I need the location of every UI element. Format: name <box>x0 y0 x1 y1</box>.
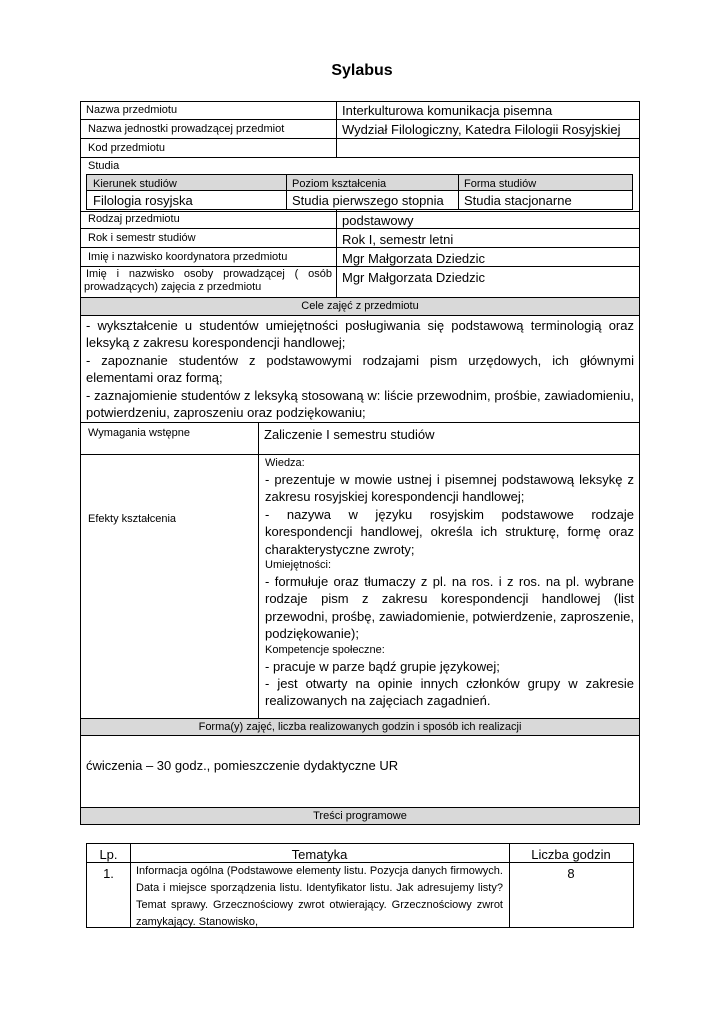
value-prowadzacy: Mgr Małgorzata Dziedzic <box>342 270 486 285</box>
efekty-umiejetnosci-label: Umiejętności: <box>265 559 332 572</box>
forma-heading: Forma(y) zajęć, liczba realizowanych godzin i sposób ich realizacji <box>81 719 639 736</box>
cele-item: - zaznajomienie studentów z leksyką stosowaną w: liście przewodnim, prośbie, zawiadomieniu, potwierdzeniu, zaproszeniu oraz podziękowaniu; <box>86 387 634 421</box>
cele-heading: Cele zajęć z przedmiotu <box>81 298 639 316</box>
tresci-row-tematyka: Informacja ogólna (Podstawowe elementy listu. Pozycja danych firmowych. Data i miejsce sporządzenia listu. Identyfikator listu. Jak adresujemy listy? Temat sprawy. Grzecznościowy zwrot otwierający. Grzecznościowy zwrot zamykający. Stanowisko, <box>136 865 503 928</box>
efekty-item: - formułuje oraz tłumaczy z pl. na ros. i z ros. na pl. wybrane rodzaje pism z zakresu korespondencji handlowej (list przewodni, prośbę, zawiadomienie, potwierdzenie, zaproszenie, podziękowanie); <box>265 574 634 642</box>
cele-item: - wykształcenie u studentów umiejętności posługiwania się podstawową terminologią oraz leksyką z zakresu korespondencji handlowej; <box>86 318 634 351</box>
label-nazwa-przedmiotu: Nazwa przedmiotu <box>86 104 178 116</box>
studia-header-poziom: Poziom kształcenia <box>292 178 387 190</box>
forma-content <box>80 736 640 808</box>
cele-item: - zapoznanie studentów z podstawowymi rodzajami pism urzędowych, ich głównymi elementami oraz formą; <box>86 352 634 386</box>
row-koordynator <box>80 248 640 267</box>
efekty-item: - jest otwarty na opinie innych członków grupy w zakresie realizowanych na zajęciach zagadnień. <box>265 676 634 709</box>
studia-value-row <box>86 190 633 210</box>
efekty-content <box>259 456 640 718</box>
table-row <box>87 863 633 928</box>
row-kod <box>80 139 640 158</box>
tresci-row-lp: 1. <box>103 866 114 881</box>
tresci-header-godziny: Liczba godzin <box>531 847 611 862</box>
value-wymagania: Zaliczenie I semestru studiów <box>264 427 435 442</box>
tresci-table <box>86 843 634 928</box>
efekty-wiedza-label: Wiedza: <box>265 457 305 469</box>
row-nazwa-przedmiotu <box>80 101 640 120</box>
row-rodzaj <box>80 210 640 229</box>
tresci-header-tematyka: Tematyka <box>291 847 348 862</box>
efekty-item: - pracuje w parze bądź grupie językowej; <box>265 658 500 674</box>
value-nazwa-przedmiotu: Interkulturowa komunikacja pisemna <box>342 103 553 118</box>
label-koordynator: Imię i nazwisko koordynatora przedmiotu <box>88 251 288 263</box>
tresci-heading: Treści programowe <box>80 807 640 825</box>
studia-header-row <box>86 174 633 191</box>
row-wymagania <box>80 423 640 455</box>
value-rok: Rok I, semestr letni <box>342 232 454 247</box>
tresci-header-lp: Lp. <box>99 847 118 862</box>
label-prowadzacy-line1: Imię i nazwisko osoby prowadzącej ( osób <box>86 268 332 280</box>
row-efekty <box>80 455 640 719</box>
row-jednostka <box>80 120 640 139</box>
efekty-item: - prezentuje w mowie ustnej i pisemnej podstawową leksykę z zakresu rosyjskiej korespondencji handlowej; <box>265 472 634 505</box>
value-rodzaj: podstawowy <box>342 213 414 228</box>
label-prowadzacy <box>80 267 336 298</box>
value-kod <box>336 139 640 158</box>
label-jednostka: Nazwa jednostki prowadzącej przedmiot <box>88 123 285 135</box>
studia-block <box>80 158 640 212</box>
label-wymagania: Wymagania wstępne <box>88 427 191 439</box>
label-prowadzacy-line2: prowadzących) zajęcia z przedmiotu <box>84 281 262 293</box>
efekty-kompetencje-label: Kompetencje społeczne: <box>265 643 385 656</box>
tresci-row-godziny: 8 <box>567 866 575 881</box>
label-studia: Studia <box>88 160 120 172</box>
value-jednostka: Wydział Filologiczny, Katedra Filologii Rosyjskiej <box>342 122 621 137</box>
row-rok <box>80 229 640 248</box>
row-prowadzacy <box>80 267 640 298</box>
studia-value-forma: Studia stacjonarne <box>464 193 572 208</box>
value-koordynator: Mgr Małgorzata Dziedzic <box>342 251 486 266</box>
efekty-item: - nazywa w języku rosyjskim podstawowe rodzaje korespondencji handlowej, określa ich strukturę, formę oraz charakterystyczne zwroty; <box>265 506 634 557</box>
label-efekty: Efekty kształcenia <box>88 513 177 525</box>
label-rok: Rok i semestr studiów <box>88 232 196 244</box>
studia-value-kierunek: Filologia rosyjska <box>93 193 193 208</box>
studia-value-poziom: Studia pierwszego stopnia <box>292 193 444 208</box>
cele-content <box>80 316 640 423</box>
tresci-header-row <box>87 844 633 863</box>
forma-value: ćwiczenia – 30 godz., pomieszczenie dydaktyczne UR <box>86 758 399 773</box>
label-kod: Kod przedmiotu <box>88 142 166 154</box>
page-title: Sylabus <box>331 62 393 79</box>
label-rodzaj: Rodzaj przedmiotu <box>88 213 180 225</box>
studia-header-forma: Forma studiów <box>464 178 537 190</box>
studia-header-kierunek: Kierunek studiów <box>93 178 177 190</box>
